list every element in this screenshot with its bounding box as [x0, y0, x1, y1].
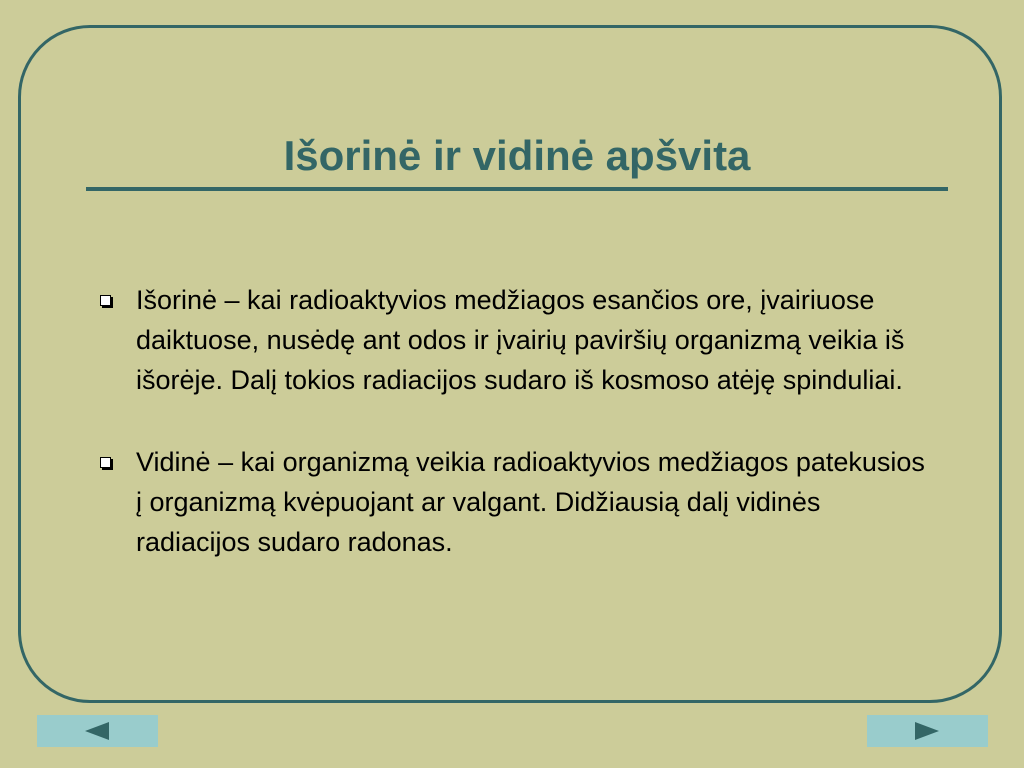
triangle-right-icon	[915, 722, 939, 740]
bullet-square-icon	[100, 295, 111, 306]
bullet-square-icon	[100, 457, 111, 468]
title-divider	[86, 187, 948, 191]
bullet-text: Išorinė – kai radioaktyvios medžiagos esančios ore, įvairiuose daiktuose, nusėdę ant odos ir įvairių paviršių organizmą veikia iš išorėje. Dalį tokios radiacijos sudaro iš kosmoso atėję spinduliai.	[136, 285, 905, 395]
slide-title: Išorinė ir vidinė apšvita	[283, 132, 751, 179]
bullet-list	[96, 280, 936, 604]
bullet-item-internal	[96, 442, 936, 562]
bullet-text: Vidinė – kai organizmą veikia radioaktyvios medžiagos patekusios į organizmą kvėpuojant ar valgant. Didžiausią dalį vidinės radiacijos sudaro radonas.	[136, 447, 925, 557]
previous-slide-button[interactable]	[37, 715, 158, 747]
triangle-left-icon	[85, 722, 109, 740]
next-slide-button[interactable]	[867, 715, 988, 747]
bullet-item-external	[96, 280, 936, 400]
